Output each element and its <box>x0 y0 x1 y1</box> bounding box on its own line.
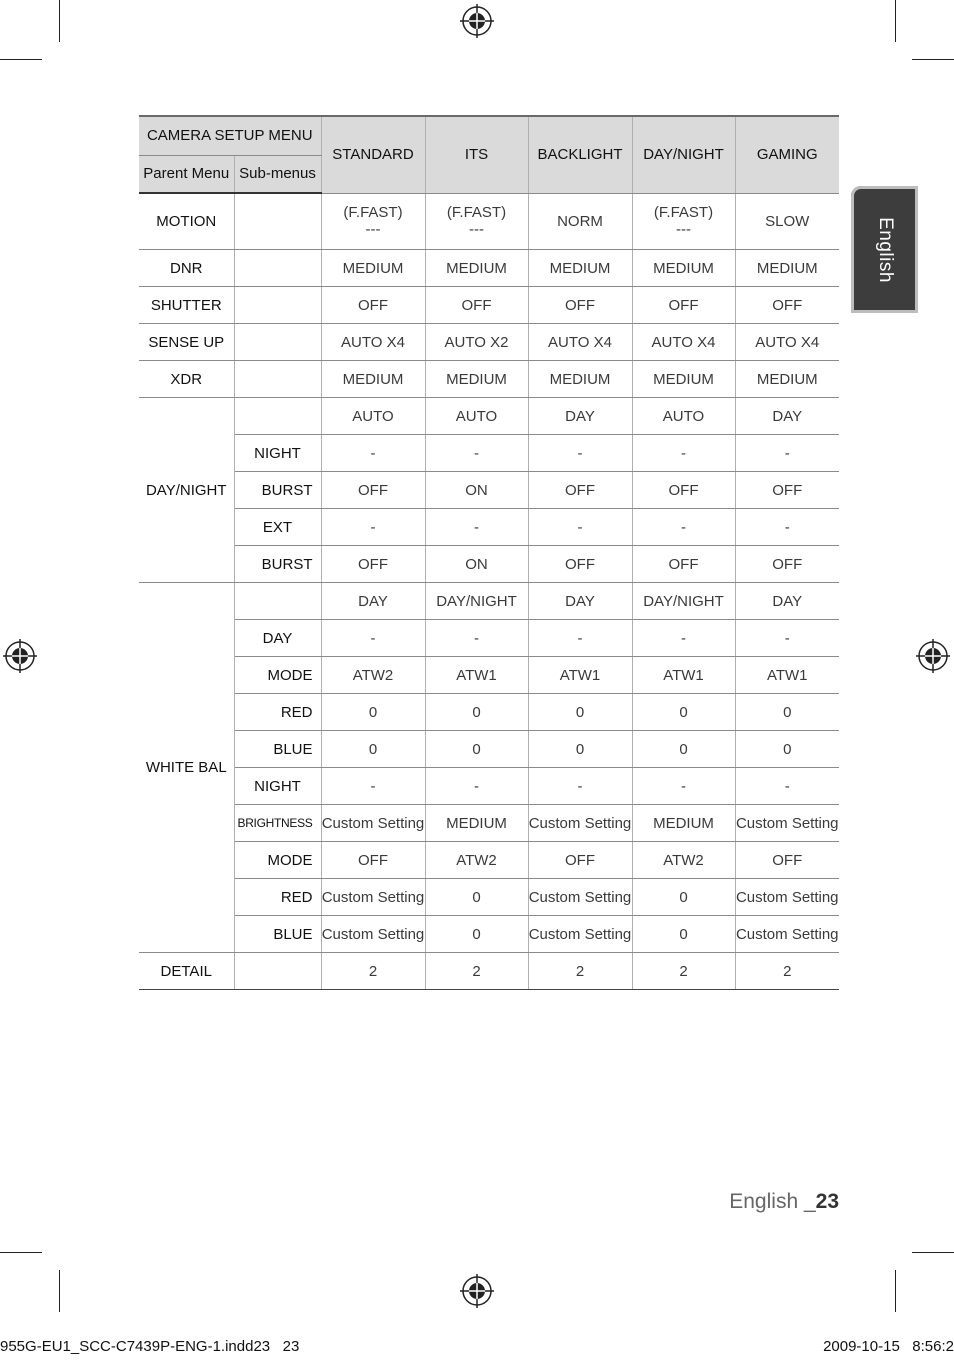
mode-header: STANDARD <box>321 116 425 193</box>
parent-menu-cell: DAY/NIGHT <box>139 398 234 583</box>
value-cell: - <box>321 620 425 657</box>
registration-mark-icon <box>916 639 950 673</box>
value-cell: ON <box>425 546 528 583</box>
value-cell: ATW1 <box>632 657 735 694</box>
parent-menu-cell: DNR <box>139 250 234 287</box>
value-cell: AUTO <box>425 398 528 435</box>
sub-menu-cell: NIGHT <box>234 768 321 805</box>
value-cell: Custom Setting <box>321 916 425 953</box>
value-cell: AUTO <box>632 398 735 435</box>
value-cell: MEDIUM <box>632 805 735 842</box>
table-row <box>139 287 839 324</box>
value-cell: MEDIUM <box>425 361 528 398</box>
value-cell: MEDIUM <box>528 250 632 287</box>
crop-mark <box>895 0 896 42</box>
value-cell: 2 <box>321 953 425 990</box>
value-cell: 2 <box>528 953 632 990</box>
value-cell: 0 <box>735 731 839 768</box>
value-cell: OFF <box>528 842 632 879</box>
crop-mark <box>59 0 60 42</box>
page-number: 23 <box>815 1190 839 1213</box>
value-cell: Custom Setting <box>528 805 632 842</box>
sub-menu-cell: RED <box>234 879 321 916</box>
value-cell: NORM <box>528 193 632 250</box>
value-cell: MEDIUM <box>321 361 425 398</box>
value-cell: 0 <box>632 879 735 916</box>
sub-menu-cell <box>234 583 321 620</box>
value-cell: - <box>735 509 839 546</box>
crop-mark <box>912 1252 954 1253</box>
mode-header: BACKLIGHT <box>528 116 632 193</box>
value-cell: 0 <box>528 731 632 768</box>
parent-menu-cell: SENSE UP <box>139 324 234 361</box>
value-cell: OFF <box>632 287 735 324</box>
value-cell: Custom Setting <box>735 879 839 916</box>
side-tab-label: English <box>874 216 896 283</box>
crop-mark <box>912 59 954 60</box>
crop-mark <box>0 59 42 60</box>
value-cell: (F.FAST) --- <box>321 193 425 250</box>
camera-setup-table <box>139 115 839 990</box>
value-cell: OFF <box>528 287 632 324</box>
sub-menu-cell <box>234 250 321 287</box>
value-cell: DAY <box>528 583 632 620</box>
table-row <box>139 398 839 435</box>
table-row <box>139 435 839 472</box>
value-cell: OFF <box>632 546 735 583</box>
value-cell: OFF <box>528 472 632 509</box>
value-cell: - <box>632 435 735 472</box>
value-cell: 0 <box>425 879 528 916</box>
sub-menu-cell: BLUE <box>234 916 321 953</box>
registration-mark-icon <box>3 639 37 673</box>
value-cell: (F.FAST) --- <box>632 193 735 250</box>
table-row <box>139 361 839 398</box>
value-cell: MEDIUM <box>735 250 839 287</box>
value-cell: OFF <box>321 546 425 583</box>
value-cell: MEDIUM <box>425 250 528 287</box>
value-cell: 0 <box>425 694 528 731</box>
value-cell: 0 <box>735 694 839 731</box>
value-cell: Custom Setting <box>528 879 632 916</box>
value-cell: 0 <box>321 731 425 768</box>
value-cell: ON <box>425 472 528 509</box>
value-cell: OFF <box>528 546 632 583</box>
table-row <box>139 805 839 842</box>
value-cell: OFF <box>425 287 528 324</box>
table-row <box>139 472 839 509</box>
table-row <box>139 842 839 879</box>
sub-menus-header: Sub-menus <box>234 155 321 193</box>
value-cell: OFF <box>735 546 839 583</box>
value-cell: OFF <box>321 287 425 324</box>
sub-menu-cell <box>234 193 321 250</box>
value-cell: 0 <box>321 694 425 731</box>
value-cell: Custom Setting <box>528 916 632 953</box>
sub-menu-cell: BLUE <box>234 731 321 768</box>
table-row <box>139 694 839 731</box>
value-cell: AUTO X4 <box>528 324 632 361</box>
value-cell: MEDIUM <box>425 805 528 842</box>
value-cell: DAY <box>321 583 425 620</box>
value-cell: DAY <box>735 398 839 435</box>
table-row <box>139 546 839 583</box>
sub-menu-cell: DAY <box>234 620 321 657</box>
value-cell: OFF <box>735 287 839 324</box>
value-cell: - <box>425 509 528 546</box>
value-cell: MEDIUM <box>632 361 735 398</box>
value-cell: - <box>425 620 528 657</box>
table-row <box>139 250 839 287</box>
sub-menu-cell: MODE <box>234 842 321 879</box>
registration-mark-icon <box>460 4 494 38</box>
value-cell: - <box>321 435 425 472</box>
sub-menu-cell: NIGHT <box>234 435 321 472</box>
value-cell: - <box>528 620 632 657</box>
value-cell: 0 <box>528 694 632 731</box>
value-cell: 0 <box>632 916 735 953</box>
parent-menu-cell: WHITE BAL <box>139 583 234 953</box>
value-cell: MEDIUM <box>735 361 839 398</box>
value-cell: - <box>735 620 839 657</box>
value-cell: 0 <box>425 731 528 768</box>
table-row <box>139 193 839 250</box>
value-cell: ATW2 <box>425 842 528 879</box>
value-cell: ATW1 <box>735 657 839 694</box>
value-cell: OFF <box>632 472 735 509</box>
value-cell: - <box>632 768 735 805</box>
imprint-file: 955G-EU1_SCC-C7439P-ENG-1.indd23 23 <box>0 1338 300 1355</box>
parent-menu-cell: DETAIL <box>139 953 234 990</box>
value-cell: Custom Setting <box>735 805 839 842</box>
value-cell: 2 <box>632 953 735 990</box>
value-cell: SLOW <box>735 193 839 250</box>
value-cell: AUTO <box>321 398 425 435</box>
value-cell: OFF <box>321 842 425 879</box>
value-cell: - <box>528 768 632 805</box>
value-cell: AUTO X4 <box>321 324 425 361</box>
parent-menu-header: Parent Menu <box>139 155 234 193</box>
mode-header: GAMING <box>735 116 839 193</box>
parent-menu-cell: MOTION <box>139 193 234 250</box>
value-cell: 2 <box>425 953 528 990</box>
value-cell: MEDIUM <box>528 361 632 398</box>
table-row <box>139 879 839 916</box>
value-cell: 0 <box>425 916 528 953</box>
value-cell: 2 <box>735 953 839 990</box>
value-cell: - <box>321 509 425 546</box>
sub-menu-cell <box>234 287 321 324</box>
language-side-tab <box>851 186 918 313</box>
value-cell: OFF <box>321 472 425 509</box>
sub-menu-cell: BURST <box>234 472 321 509</box>
registration-mark-icon <box>460 1274 494 1308</box>
sub-menu-cell <box>234 324 321 361</box>
table-row <box>139 953 839 990</box>
value-cell: AUTO X4 <box>632 324 735 361</box>
value-cell: ATW1 <box>528 657 632 694</box>
value-cell: Custom Setting <box>321 879 425 916</box>
sub-menu-cell: EXT <box>234 509 321 546</box>
imprint-datetime: 2009-10-15 8:56:2 <box>823 1338 954 1355</box>
value-cell: MEDIUM <box>632 250 735 287</box>
value-cell: - <box>425 435 528 472</box>
table-row <box>139 731 839 768</box>
value-cell: ATW2 <box>632 842 735 879</box>
value-cell: AUTO X2 <box>425 324 528 361</box>
value-cell: OFF <box>735 472 839 509</box>
page-footer <box>729 1190 839 1214</box>
crop-mark <box>59 1270 60 1312</box>
value-cell: Custom Setting <box>735 916 839 953</box>
value-cell: MEDIUM <box>321 250 425 287</box>
sub-menu-cell <box>234 953 321 990</box>
parent-menu-cell: SHUTTER <box>139 287 234 324</box>
value-cell: - <box>735 435 839 472</box>
value-cell: - <box>528 435 632 472</box>
value-cell: ATW2 <box>321 657 425 694</box>
parent-menu-cell: XDR <box>139 361 234 398</box>
value-cell: - <box>321 768 425 805</box>
crop-mark <box>0 1252 42 1253</box>
value-cell: 0 <box>632 731 735 768</box>
table-row <box>139 657 839 694</box>
value-cell: Custom Setting <box>321 805 425 842</box>
table-row <box>139 620 839 657</box>
crop-mark <box>895 1270 896 1312</box>
sub-menu-cell: RED <box>234 694 321 731</box>
mode-header: DAY/NIGHT <box>632 116 735 193</box>
table-row <box>139 768 839 805</box>
value-cell: - <box>425 768 528 805</box>
value-cell: OFF <box>735 842 839 879</box>
table-row <box>139 916 839 953</box>
table-row <box>139 324 839 361</box>
sub-menu-cell <box>234 361 321 398</box>
sub-menu-cell: MODE <box>234 657 321 694</box>
value-cell: - <box>735 768 839 805</box>
sub-menu-cell: BURST <box>234 546 321 583</box>
value-cell: - <box>632 620 735 657</box>
value-cell: AUTO X4 <box>735 324 839 361</box>
value-cell: DAY/NIGHT <box>425 583 528 620</box>
table-row <box>139 583 839 620</box>
value-cell: 0 <box>632 694 735 731</box>
value-cell: DAY <box>528 398 632 435</box>
table-row <box>139 509 839 546</box>
value-cell: ATW1 <box>425 657 528 694</box>
sub-menu-cell <box>234 398 321 435</box>
mode-header: ITS <box>425 116 528 193</box>
value-cell: - <box>528 509 632 546</box>
value-cell: DAY/NIGHT <box>632 583 735 620</box>
footer-prefix: English _ <box>729 1190 816 1213</box>
table-title: CAMERA SETUP MENU <box>139 116 321 155</box>
sub-menu-cell: BRIGHTNESS <box>234 805 321 842</box>
value-cell: (F.FAST) --- <box>425 193 528 250</box>
value-cell: DAY <box>735 583 839 620</box>
value-cell: - <box>632 509 735 546</box>
